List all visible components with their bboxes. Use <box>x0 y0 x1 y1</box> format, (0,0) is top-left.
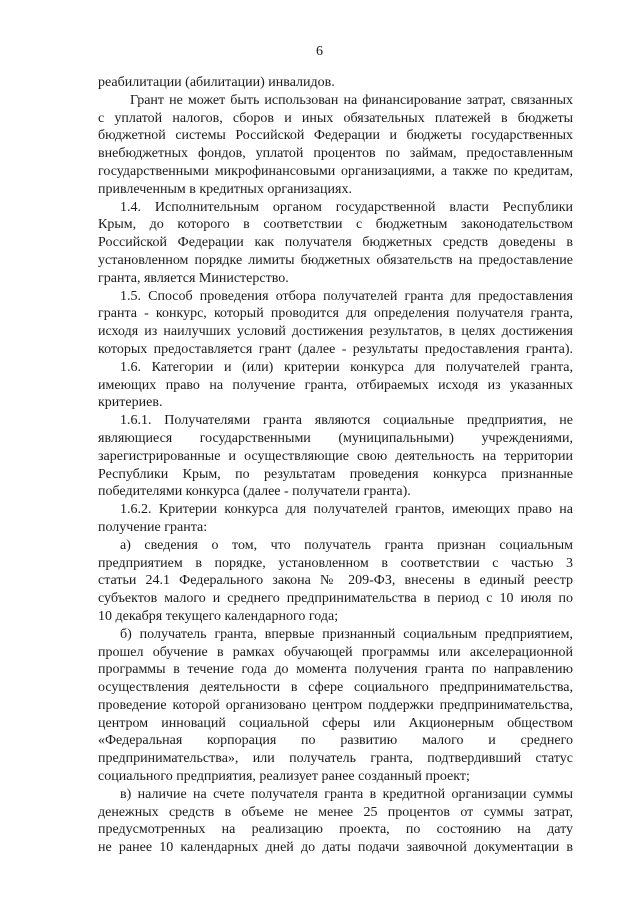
text-line: исходя из наилучших условий достижения результатов, в целях достижения <box>98 324 573 340</box>
text-line: в) наличие на счете получателя гранта в кредитной организации суммы <box>120 786 573 802</box>
text-line: социального предприятия, реализует ранее созданный проект; <box>98 769 470 785</box>
text-line: Республики Крым, по результатам проведения конкурса признанные <box>98 466 573 482</box>
text-line: 10 декабря текущего календарного года; <box>98 608 339 624</box>
text-line: 1.6.1. Получателями гранта являются социальные предприятия, не <box>120 413 573 429</box>
text-line: бюджетной системы Российской Федерации и бюджеты государственных <box>98 128 573 144</box>
text-line: б) получатель гранта, впервые признанный социальным предприятием, <box>120 626 573 642</box>
text-line: не ранее 10 календарных дней до даты подачи заявочной документации в <box>98 840 573 856</box>
text-line: «Федеральная корпорация по развитию малого и среднего <box>98 733 573 749</box>
text-line: предприятием в порядке, установленном в соответствии с частью 3 <box>98 555 573 571</box>
text-line: центром инноваций социальной сферы или Акционерным обществом <box>98 715 573 731</box>
text-line: 1.4. Исполнительным органом государственной власти Республики <box>120 199 573 215</box>
text-line: программы в течение года до момента получения гранта по направлению <box>98 662 573 678</box>
text-line: государственными микрофинансовыми организациями, а также по кредитам, <box>98 163 573 179</box>
text-line: установленном порядке лимиты бюджетных обязательств на предоставление <box>98 252 573 268</box>
text-line: 1.5. Способ проведения отбора получателей гранта для предоставления <box>120 288 573 304</box>
text-line: привлеченным в кредитных организациях. <box>98 181 352 197</box>
text-line: с уплатой налогов, сборов и иных обязательных платежей в бюджеты <box>98 110 573 126</box>
text-line: внебюджетных фондов, уплатой процентов по займам, предоставленным <box>98 146 573 162</box>
text-line: получение гранта: <box>98 519 208 535</box>
text-line: субъектов малого и среднего предпринимательства в период с 10 июля по <box>98 591 573 607</box>
text-line: 1.6.2. Критерии конкурса для получателей грантов, имеющих право на <box>120 502 573 518</box>
text-line: Грант не может быть использован на финансирование затрат, связанных <box>130 92 573 108</box>
text-line: которых предоставляется грант (далее - результаты предоставления гранта). <box>98 341 573 357</box>
text-line: гранта, является Министерство. <box>98 270 289 286</box>
text-line: зарегистрированные и осуществляющие свою деятельность на территории <box>98 448 573 464</box>
text-line: проведение которой организовано центром поддержки предпринимательства, <box>98 697 573 713</box>
text-line: предпринимательства», или получатель гранта, подтвердивший статус <box>98 751 573 767</box>
text-line: 1.6. Категории и (или) критерии конкурса для получателей гранта, <box>120 359 573 375</box>
text-line: прошел обучение в рамках обучающей программы или акселерационной <box>98 644 573 660</box>
text-line: Крым, до которого в соответствии с бюджетным законодательством <box>98 217 573 233</box>
page-number: 6 <box>316 44 323 59</box>
text-line: денежных средств в объеме не менее 25 процентов от суммы затрат, <box>98 804 573 820</box>
text-line: осуществления деятельности в сфере социального предпринимательства, <box>98 680 573 696</box>
text-line: имеющих право на получение гранта, отбираемых исходя из указанных <box>98 377 573 393</box>
text-line: критериев. <box>98 395 163 411</box>
text-line: являющиеся государственными (муниципальными) учреждениями, <box>98 430 573 446</box>
text-line: победителями конкурса (далее - получатели гранта). <box>98 484 411 500</box>
text-line: Российской Федерации как получателя бюджетных средств доведены в <box>98 235 573 251</box>
text-line: статьи 24.1 Федерального закона № 209-ФЗ, внесены в единый реестр <box>98 573 573 589</box>
text-line: а) сведения о том, что получатель гранта признан социальным <box>120 537 573 553</box>
text-line: предусмотренных на реализацию проекта, по состоянию на дату <box>98 822 573 838</box>
text-line: гранта - конкурс, который проводится для определения получателя гранта, <box>98 306 573 322</box>
text-line: реабилитации (абилитации) инвалидов. <box>98 75 335 90</box>
document-body <box>98 74 573 857</box>
